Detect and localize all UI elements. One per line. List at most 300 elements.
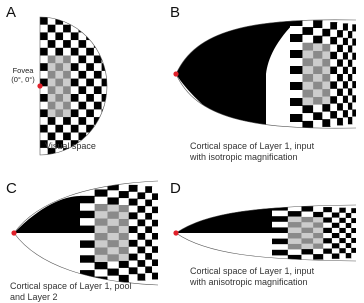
cortical-check [95, 211, 108, 218]
checker-square [86, 17, 94, 25]
cortical-check [80, 226, 95, 234]
panel-d-caption-line-1: Cortical space of Layer 1, input [190, 266, 315, 276]
cortical-check [322, 66, 330, 74]
fovea-label-name: Fovea [12, 66, 34, 75]
checker-square [55, 102, 63, 110]
checker-square [94, 17, 102, 25]
cortical-check [119, 254, 129, 261]
checker-square [55, 117, 63, 125]
cortical-check [138, 192, 146, 199]
cortical-check [330, 96, 337, 104]
cortical-check [313, 238, 323, 243]
cortical-check [129, 254, 138, 261]
checker-square [63, 79, 71, 87]
cortical-check [343, 117, 348, 124]
cortical-check [343, 81, 348, 88]
cortical-check [343, 45, 348, 52]
cortical-check [107, 183, 119, 190]
checker-square [71, 133, 79, 141]
checker-square [48, 79, 56, 87]
cortical-check [152, 273, 158, 280]
checker-square [48, 32, 56, 40]
cortical-check [290, 122, 303, 130]
cortical-check [337, 59, 343, 67]
cortical-check [119, 205, 129, 212]
cortical-check [95, 226, 108, 233]
cortical-check [346, 223, 352, 228]
cortical-check [322, 36, 330, 44]
cortical-check [302, 113, 313, 121]
cortical-check [348, 38, 353, 45]
cortical-check [339, 223, 346, 228]
cortical-check [107, 190, 119, 197]
cortical-check [322, 51, 330, 59]
cortical-check [351, 228, 356, 233]
cortical-check [290, 114, 303, 122]
cortical-check [301, 238, 313, 244]
cortical-check [95, 218, 108, 225]
checker-square [79, 86, 87, 94]
cortical-check [302, 35, 313, 43]
cortical-check [302, 27, 313, 35]
cortical-check [343, 31, 348, 38]
panel-b-fovea-checks [290, 18, 356, 130]
cortical-check [351, 218, 356, 223]
cortical-check [145, 260, 152, 267]
cortical-check [107, 261, 119, 268]
cortical-check [351, 213, 356, 218]
cortical-check [351, 208, 356, 213]
checker-square [63, 63, 71, 71]
cortical-check [343, 60, 348, 67]
cortical-check [323, 217, 332, 222]
cortical-check [301, 222, 313, 228]
cortical-check [152, 253, 158, 260]
cortical-check [313, 244, 323, 249]
cortical-check [352, 53, 356, 60]
cortical-check [339, 213, 346, 218]
cortical-check [290, 18, 303, 26]
cortical-check [145, 213, 152, 220]
checker-square [86, 32, 94, 40]
cortical-check [119, 191, 129, 198]
cortical-check [323, 212, 332, 217]
cortical-check [339, 238, 346, 243]
cortical-check [95, 204, 108, 211]
checker-square [55, 86, 63, 94]
checker-square [63, 133, 71, 141]
checker-square [63, 117, 71, 125]
cortical-check [290, 50, 303, 58]
cortical-check [152, 207, 158, 214]
checker-square [102, 117, 110, 125]
cortical-check [352, 109, 356, 116]
checker-square [102, 17, 110, 25]
cortical-check [301, 228, 313, 234]
checker-square [79, 102, 87, 110]
cortical-check [313, 254, 323, 259]
cortical-check [330, 118, 337, 126]
checker-square [48, 86, 56, 94]
checker-square [79, 71, 87, 79]
cortical-check [288, 211, 302, 217]
checker-square [48, 94, 56, 102]
cortical-check [302, 43, 313, 51]
cortical-check [337, 103, 343, 111]
cortical-check [343, 52, 348, 59]
panel-b-caption [190, 141, 314, 163]
cortical-check [330, 111, 337, 119]
cortical-check [332, 223, 340, 228]
panel-b-letter: B [170, 4, 181, 21]
cortical-check [272, 216, 288, 222]
panel-c-letter: C [6, 180, 17, 197]
cortical-check [348, 53, 353, 60]
cortical-check [322, 104, 330, 112]
cortical-check [322, 29, 330, 37]
cortical-check [119, 247, 129, 254]
cortical-check [348, 81, 353, 88]
checker-square [71, 79, 79, 87]
cortical-check [330, 22, 337, 30]
checker-square [40, 94, 48, 102]
cortical-check [302, 74, 313, 82]
checker-square [55, 56, 63, 64]
cortical-check [351, 248, 356, 253]
panel-b-caption-line-2: with isotropic magnification [190, 152, 298, 162]
cortical-check [80, 211, 95, 219]
checker-square [71, 125, 79, 133]
cortical-check [272, 211, 288, 217]
cortical-check [152, 187, 158, 194]
cortical-check [323, 223, 332, 228]
cortical-check [313, 112, 322, 120]
checker-square [40, 125, 48, 133]
cortical-check [107, 219, 119, 226]
checker-square [55, 109, 63, 117]
checker-square [40, 40, 48, 48]
cortical-check [313, 249, 323, 254]
panel-c-fovea-marker [11, 230, 16, 235]
checker-square [71, 40, 79, 48]
checker-square [94, 125, 102, 133]
cortical-check [332, 233, 340, 238]
cortical-check [302, 58, 313, 66]
cortical-check [80, 248, 95, 256]
cortical-check [337, 96, 343, 104]
cortical-check [80, 203, 95, 211]
checker-square [40, 48, 48, 56]
cortical-check [290, 58, 303, 66]
cortical-check [288, 222, 302, 228]
cortical-check [330, 81, 337, 89]
cortical-check [348, 95, 353, 102]
cortical-check [129, 192, 138, 199]
cortical-check [107, 197, 119, 204]
cortical-check [313, 97, 322, 105]
panel-c-cortical-map [12, 178, 162, 288]
cortical-check [290, 66, 303, 74]
cortical-check [95, 248, 108, 255]
cortical-check [339, 233, 346, 238]
cortical-check [339, 243, 346, 248]
panel-b-fovea-marker [173, 71, 178, 76]
checker-square [94, 48, 102, 56]
cortical-check [313, 59, 322, 67]
checker-square [55, 32, 63, 40]
cortical-check [152, 266, 158, 273]
checker-square [40, 32, 48, 40]
cortical-check [302, 97, 313, 105]
checker-square [86, 117, 94, 125]
checker-square [48, 125, 56, 133]
cortical-check [352, 117, 356, 124]
cortical-check [301, 254, 313, 260]
cortical-check [152, 246, 158, 253]
checker-square [71, 117, 79, 125]
cortical-check [322, 82, 330, 90]
cortical-check [145, 226, 152, 233]
cortical-check [313, 222, 323, 227]
cortical-check [301, 244, 313, 250]
cortical-check [138, 226, 146, 233]
cortical-check [80, 233, 95, 241]
cortical-check [322, 119, 330, 127]
checker-square [79, 94, 87, 102]
checker-square [79, 125, 87, 133]
cortical-check [129, 233, 138, 240]
cortical-check [80, 181, 95, 189]
cortical-check [352, 67, 356, 74]
cortical-check [129, 199, 138, 206]
checker-square [71, 109, 79, 117]
cortical-check [323, 228, 332, 233]
panel-d-fovea-marker [173, 230, 178, 235]
cortical-check [95, 197, 108, 204]
checker-square [94, 32, 102, 40]
cortical-check [337, 74, 343, 82]
cortical-check [348, 74, 353, 81]
checker-square [102, 79, 110, 87]
cortical-check [288, 244, 302, 250]
checker-square [48, 56, 56, 64]
cortical-check [352, 74, 356, 81]
cortical-check [322, 89, 330, 97]
checker-square [79, 32, 87, 40]
cortical-check [323, 233, 332, 238]
cortical-check [145, 200, 152, 207]
checker-square [86, 133, 94, 141]
checker-square [102, 56, 110, 64]
cortical-check [339, 208, 346, 213]
cortical-check [302, 105, 313, 113]
checker-square [55, 40, 63, 48]
cortical-check [313, 212, 323, 217]
cortical-check [313, 207, 323, 212]
cortical-check [330, 67, 337, 75]
checker-square [94, 133, 102, 141]
cortical-check [332, 253, 340, 258]
cortical-check [313, 43, 322, 51]
cortical-check [107, 269, 119, 276]
fovea-label-coords: (0°, 0°) [11, 75, 35, 84]
checker-square [79, 79, 87, 87]
cortical-check [348, 45, 353, 52]
checker-square [71, 102, 79, 110]
checker-square [40, 25, 48, 33]
checker-square [71, 48, 79, 56]
checker-square [48, 133, 56, 141]
cortical-check [152, 226, 158, 233]
checker-square [63, 102, 71, 110]
cortical-check [152, 213, 158, 220]
checker-square [86, 56, 94, 64]
cortical-check [348, 31, 353, 38]
checker-square [40, 102, 48, 110]
panel-c-fovea-checks [80, 181, 158, 285]
checker-square [86, 109, 94, 117]
panel-d-cortical-map [176, 203, 358, 263]
checker-square [63, 71, 71, 79]
checker-square [102, 125, 110, 133]
panel-a-caption: Visual space [45, 141, 96, 151]
cortical-check [152, 193, 158, 200]
cortical-check [107, 212, 119, 219]
cortical-check [119, 184, 129, 191]
cortical-check [302, 82, 313, 90]
cortical-check [337, 30, 343, 38]
checker-square [86, 86, 94, 94]
checker-square [63, 25, 71, 33]
cortical-check [301, 217, 313, 223]
cortical-check [272, 233, 288, 239]
checker-square [63, 94, 71, 102]
panel-b-cortical-map [176, 17, 358, 132]
panel-b-caption-line-1: Cortical space of Layer 1, input [190, 141, 315, 151]
cortical-check [152, 200, 158, 207]
cortical-check [348, 110, 353, 117]
cortical-check [346, 243, 352, 248]
panel-c-caption-line-2: and Layer 2 [10, 292, 58, 302]
checker-square [71, 32, 79, 40]
checker-square [94, 102, 102, 110]
cortical-check [339, 248, 346, 253]
cortical-check [302, 90, 313, 98]
cortical-check [339, 253, 346, 258]
cortical-check [330, 74, 337, 82]
cortical-check [119, 219, 129, 226]
checker-square [102, 86, 110, 94]
cortical-check [138, 219, 146, 226]
cortical-check [323, 238, 332, 243]
cortical-check [138, 274, 146, 281]
cortical-check [95, 240, 108, 247]
cortical-check [290, 42, 303, 50]
cortical-check [95, 262, 108, 269]
cortical-check [152, 240, 158, 247]
cortical-check [80, 240, 95, 248]
checker-square [86, 79, 94, 87]
cortical-check [337, 111, 343, 119]
cortical-check [352, 39, 356, 46]
cortical-check [152, 233, 158, 240]
cortical-check [119, 261, 129, 268]
checker-square [63, 32, 71, 40]
cortical-check [107, 205, 119, 212]
cortical-check [346, 228, 352, 233]
cortical-check [343, 88, 348, 95]
checker-square [86, 48, 94, 56]
cortical-check [138, 186, 146, 193]
checker-square [48, 117, 56, 125]
checker-square [71, 56, 79, 64]
cortical-check [343, 96, 348, 103]
cortical-check [332, 243, 340, 248]
cortical-check [352, 95, 356, 102]
checker-square [40, 71, 48, 79]
cortical-check [313, 66, 322, 74]
cortical-check [313, 51, 322, 59]
cortical-check [323, 207, 332, 212]
checker-square [79, 25, 87, 33]
cortical-check [80, 218, 95, 226]
checker-square [55, 79, 63, 87]
cortical-check [288, 249, 302, 255]
checker-square [71, 63, 79, 71]
checker-square [48, 109, 56, 117]
checker-square [48, 48, 56, 56]
checker-square [102, 25, 110, 33]
panel-a-letter: A [6, 4, 17, 21]
cortical-check [95, 182, 108, 189]
cortical-check [95, 189, 108, 196]
cortical-check [322, 44, 330, 52]
cortical-check [337, 67, 343, 75]
cortical-check [313, 36, 322, 44]
checker-square [71, 94, 79, 102]
cortical-check [337, 118, 343, 126]
cortical-check [290, 26, 303, 34]
cortical-check [330, 30, 337, 38]
panel-c-caption [10, 281, 132, 303]
cortical-check [332, 228, 340, 233]
cortical-check [290, 74, 303, 82]
cortical-check [138, 253, 146, 260]
cortical-check [332, 207, 340, 212]
fovea-marker [37, 83, 42, 88]
cortical-check [332, 213, 340, 218]
cortical-check [313, 228, 323, 233]
panel-d-caption [190, 266, 314, 288]
cortical-check [322, 74, 330, 82]
cortical-check [346, 253, 352, 258]
cortical-check [95, 255, 108, 262]
cortical-check [343, 23, 348, 30]
checker-square [55, 125, 63, 133]
checker-square [48, 71, 56, 79]
cortical-check [302, 51, 313, 59]
cortical-check [129, 219, 138, 226]
cortical-check [351, 233, 356, 238]
cortical-check [119, 268, 129, 275]
panel-d-caption-line-2: with anisotropic magnification [190, 277, 308, 287]
cortical-check [337, 45, 343, 53]
cortical-check [129, 247, 138, 254]
cortical-check [129, 206, 138, 213]
cortical-check [346, 248, 352, 253]
panel-a-visual-space [37, 17, 109, 156]
checker-square [86, 63, 94, 71]
